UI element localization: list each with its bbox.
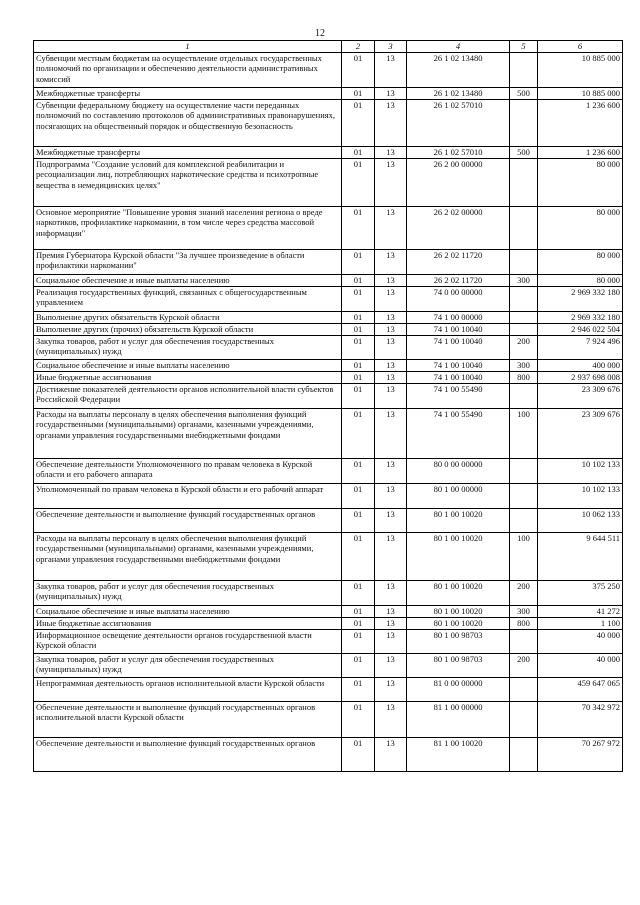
expense-type-code — [510, 52, 538, 87]
target-article-code: 74 1 00 55490 — [407, 408, 510, 458]
target-article-code: 26 1 02 57010 — [407, 99, 510, 146]
item-name: Межбюджетные трансферты — [34, 87, 342, 99]
item-name: Обеспечение деятельности Уполномоченного по правам человека в Курской области и его рабочего аппарата — [34, 458, 342, 483]
section-code: 01 — [342, 605, 375, 617]
subsection-code: 13 — [375, 408, 407, 458]
item-name: Выполнение других обязательств Курской области — [34, 311, 342, 323]
amount: 80 000 — [538, 249, 623, 274]
subsection-code: 13 — [375, 87, 407, 99]
table-row — [34, 274, 623, 286]
target-article-code: 80 1 00 98703 — [407, 653, 510, 677]
amount: 41 272 — [538, 605, 623, 617]
expense-type-code: 300 — [510, 274, 538, 286]
subsection-code: 13 — [375, 359, 407, 371]
subsection-code: 13 — [375, 274, 407, 286]
subsection-code: 13 — [375, 653, 407, 677]
section-code: 01 — [342, 206, 375, 249]
expense-type-code — [510, 701, 538, 737]
section-code: 01 — [342, 99, 375, 146]
expense-type-code: 200 — [510, 335, 538, 359]
table-row — [34, 206, 623, 249]
expense-type-code — [510, 158, 538, 206]
column-header: 1 — [34, 41, 342, 53]
subsection-code: 13 — [375, 311, 407, 323]
target-article-code: 80 0 00 00000 — [407, 458, 510, 483]
amount: 23 309 676 — [538, 383, 623, 408]
item-name: Обеспечение деятельности и выполнение функций государственных органов исполнительной власти Курской области — [34, 701, 342, 737]
item-name: Межбюджетные трансферты — [34, 146, 342, 158]
section-code: 01 — [342, 677, 375, 701]
item-name: Закупка товаров, работ и услуг для обеспечения государственных (муниципальных) нужд — [34, 335, 342, 359]
expense-type-code — [510, 206, 538, 249]
subsection-code: 13 — [375, 206, 407, 249]
amount: 2 946 022 504 — [538, 323, 623, 335]
table-row — [34, 629, 623, 653]
item-name: Подпрограмма "Создание условий для комплексной реабилитации и ресоциализации лиц, потребляющих наркотические средства и психотропные вещества в немедицинских целях" — [34, 158, 342, 206]
item-name: Иные бюджетные ассигнования — [34, 617, 342, 629]
item-name: Информационное освещение деятельности органов государственной власти Курской области — [34, 629, 342, 653]
amount: 2 969 332 180 — [538, 286, 623, 311]
section-code: 01 — [342, 458, 375, 483]
target-article-code: 26 2 00 00000 — [407, 158, 510, 206]
item-name: Обеспечение деятельности и выполнение функций государственных органов — [34, 508, 342, 532]
amount: 10 102 133 — [538, 458, 623, 483]
subsection-code: 13 — [375, 146, 407, 158]
amount: 80 000 — [538, 158, 623, 206]
target-article-code: 26 1 02 13480 — [407, 87, 510, 99]
column-header: 3 — [375, 41, 407, 53]
table-row — [34, 249, 623, 274]
section-code: 01 — [342, 146, 375, 158]
amount: 80 000 — [538, 206, 623, 249]
target-article-code: 81 1 00 00000 — [407, 701, 510, 737]
budget-table — [33, 40, 623, 772]
target-article-code: 80 1 00 10020 — [407, 580, 510, 605]
table-row — [34, 532, 623, 580]
section-code: 01 — [342, 371, 375, 383]
section-code: 01 — [342, 653, 375, 677]
amount: 375 250 — [538, 580, 623, 605]
amount: 10 885 000 — [538, 87, 623, 99]
table-row — [34, 605, 623, 617]
expense-type-code: 200 — [510, 580, 538, 605]
column-header: 5 — [510, 41, 538, 53]
item-name: Социальное обеспечение и иные выплаты населению — [34, 359, 342, 371]
section-code: 01 — [342, 580, 375, 605]
expense-type-code — [510, 508, 538, 532]
item-name: Социальное обеспечение и иные выплаты населению — [34, 274, 342, 286]
subsection-code: 13 — [375, 605, 407, 617]
target-article-code: 26 1 02 57010 — [407, 146, 510, 158]
target-article-code: 81 0 00 00000 — [407, 677, 510, 701]
expense-type-code — [510, 483, 538, 508]
subsection-code: 13 — [375, 286, 407, 311]
table-row — [34, 737, 623, 771]
item-name: Закупка товаров, работ и услуг для обеспечения государственных (муниципальных) нужд — [34, 580, 342, 605]
amount: 40 000 — [538, 653, 623, 677]
subsection-code: 13 — [375, 249, 407, 274]
amount: 40 000 — [538, 629, 623, 653]
section-code: 01 — [342, 383, 375, 408]
section-code: 01 — [342, 274, 375, 286]
table-row — [34, 408, 623, 458]
section-code: 01 — [342, 286, 375, 311]
amount: 1 236 600 — [538, 146, 623, 158]
table-row — [34, 617, 623, 629]
target-article-code: 26 2 02 11720 — [407, 249, 510, 274]
amount: 10 062 133 — [538, 508, 623, 532]
target-article-code: 74 1 00 00000 — [407, 311, 510, 323]
subsection-code: 13 — [375, 483, 407, 508]
expense-type-code: 100 — [510, 408, 538, 458]
item-name: Субвенции местным бюджетам на осуществление отдельных государственных полномочий по организации и обеспечению деятельности административных комиссий — [34, 52, 342, 87]
target-article-code: 74 1 00 10040 — [407, 335, 510, 359]
table-row — [34, 508, 623, 532]
item-name: Непрограммная деятельность органов исполнительной власти Курской области — [34, 677, 342, 701]
amount: 10 102 133 — [538, 483, 623, 508]
item-name: Обеспечение деятельности и выполнение функций государственных органов — [34, 737, 342, 771]
expense-type-code — [510, 99, 538, 146]
subsection-code: 13 — [375, 617, 407, 629]
section-code: 01 — [342, 617, 375, 629]
amount: 70 342 972 — [538, 701, 623, 737]
amount: 10 885 000 — [538, 52, 623, 87]
table-row — [34, 87, 623, 99]
expense-type-code: 100 — [510, 532, 538, 580]
column-header: 2 — [342, 41, 375, 53]
subsection-code: 13 — [375, 158, 407, 206]
expense-type-code: 300 — [510, 359, 538, 371]
section-code: 01 — [342, 532, 375, 580]
item-name: Расходы на выплаты персоналу в целях обеспечения выполнения функций государственными (муниципальными) органами, казенными учреждениями, органами управления государственными внебюджетными фондами — [34, 408, 342, 458]
section-code: 01 — [342, 483, 375, 508]
table-row — [34, 383, 623, 408]
subsection-code: 13 — [375, 532, 407, 580]
table-row — [34, 359, 623, 371]
expense-type-code: 500 — [510, 87, 538, 99]
item-name: Реализация государственных функций, связанных с общегосударственным управлением — [34, 286, 342, 311]
subsection-code: 13 — [375, 458, 407, 483]
target-article-code: 80 1 00 98703 — [407, 629, 510, 653]
expense-type-code: 300 — [510, 605, 538, 617]
target-article-code: 26 1 02 13480 — [407, 52, 510, 87]
expense-type-code — [510, 629, 538, 653]
amount: 1 236 600 — [538, 99, 623, 146]
subsection-code: 13 — [375, 335, 407, 359]
amount: 2 937 698 008 — [538, 371, 623, 383]
section-code: 01 — [342, 87, 375, 99]
item-name: Субвенции федеральному бюджету на осуществление части переданных полномочий по составлению протоколов об административных правонарушениях, посягающих на общественный порядок и общественную безопасность — [34, 99, 342, 146]
item-name: Основное мероприятие "Повышение уровня знаний населения региона о вреде наркотиков, профилактике наркомании, в том числе через средства массовой информации" — [34, 206, 342, 249]
table-row — [34, 458, 623, 483]
subsection-code: 13 — [375, 508, 407, 532]
subsection-code: 13 — [375, 629, 407, 653]
table-row — [34, 653, 623, 677]
table-row — [34, 286, 623, 311]
amount: 459 647 065 — [538, 677, 623, 701]
target-article-code: 81 1 00 10020 — [407, 737, 510, 771]
subsection-code: 13 — [375, 371, 407, 383]
expense-type-code: 500 — [510, 146, 538, 158]
column-header: 6 — [538, 41, 623, 53]
target-article-code: 74 1 00 55490 — [407, 383, 510, 408]
amount: 400 000 — [538, 359, 623, 371]
item-name: Достижение показателей деятельности органов исполнительной власти субъектов Российской Федерации — [34, 383, 342, 408]
table-row — [34, 371, 623, 383]
column-number-row — [34, 41, 623, 53]
amount: 2 969 332 180 — [538, 311, 623, 323]
expense-type-code: 800 — [510, 617, 538, 629]
subsection-code: 13 — [375, 580, 407, 605]
subsection-code: 13 — [375, 52, 407, 87]
subsection-code: 13 — [375, 737, 407, 771]
section-code: 01 — [342, 737, 375, 771]
table-row — [34, 701, 623, 737]
page-number: 12 — [315, 28, 325, 39]
amount: 80 000 — [538, 274, 623, 286]
section-code: 01 — [342, 249, 375, 274]
expense-type-code — [510, 323, 538, 335]
target-article-code: 80 1 00 00000 — [407, 483, 510, 508]
table-body — [34, 52, 623, 771]
section-code: 01 — [342, 311, 375, 323]
subsection-code: 13 — [375, 323, 407, 335]
section-code: 01 — [342, 335, 375, 359]
amount: 1 100 — [538, 617, 623, 629]
expense-type-code: 800 — [510, 371, 538, 383]
section-code: 01 — [342, 52, 375, 87]
table-row — [34, 52, 623, 87]
table-row — [34, 483, 623, 508]
amount: 23 309 676 — [538, 408, 623, 458]
section-code: 01 — [342, 359, 375, 371]
subsection-code: 13 — [375, 383, 407, 408]
target-article-code: 26 2 02 11720 — [407, 274, 510, 286]
amount: 7 924 496 — [538, 335, 623, 359]
table-row — [34, 335, 623, 359]
expense-type-code — [510, 458, 538, 483]
table-row — [34, 323, 623, 335]
table-row — [34, 677, 623, 701]
item-name: Расходы на выплаты персоналу в целях обеспечения выполнения функций государственными (муниципальными) органами, казенными учреждениями, органами управления государственными внебюджетными фондами — [34, 532, 342, 580]
section-code: 01 — [342, 508, 375, 532]
expense-type-code — [510, 383, 538, 408]
section-code: 01 — [342, 629, 375, 653]
section-code: 01 — [342, 158, 375, 206]
target-article-code: 80 1 00 10020 — [407, 508, 510, 532]
expense-type-code — [510, 677, 538, 701]
subsection-code: 13 — [375, 701, 407, 737]
table-row — [34, 311, 623, 323]
target-article-code: 74 1 00 10040 — [407, 359, 510, 371]
section-code: 01 — [342, 701, 375, 737]
section-code: 01 — [342, 408, 375, 458]
table-row — [34, 99, 623, 146]
item-name: Выполнение других (прочих) обязательств Курской области — [34, 323, 342, 335]
item-name: Социальное обеспечение и иные выплаты населению — [34, 605, 342, 617]
section-code: 01 — [342, 323, 375, 335]
target-article-code: 26 2 02 00000 — [407, 206, 510, 249]
item-name: Уполномоченный по правам человека в Курской области и его рабочий аппарат — [34, 483, 342, 508]
amount: 9 644 511 — [538, 532, 623, 580]
item-name: Премия Губернатора Курской области "За лучшее произведение в области профилактики наркомании" — [34, 249, 342, 274]
table-row — [34, 146, 623, 158]
target-article-code: 74 1 00 10040 — [407, 371, 510, 383]
subsection-code: 13 — [375, 677, 407, 701]
target-article-code: 80 1 00 10020 — [407, 617, 510, 629]
target-article-code: 80 1 00 10020 — [407, 532, 510, 580]
expense-type-code: 200 — [510, 653, 538, 677]
subsection-code: 13 — [375, 99, 407, 146]
table-row — [34, 580, 623, 605]
amount: 70 267 972 — [538, 737, 623, 771]
table-row — [34, 158, 623, 206]
item-name: Иные бюджетные ассигнования — [34, 371, 342, 383]
expense-type-code — [510, 249, 538, 274]
expense-type-code — [510, 286, 538, 311]
expense-type-code — [510, 311, 538, 323]
expense-type-code — [510, 737, 538, 771]
target-article-code: 74 0 00 00000 — [407, 286, 510, 311]
item-name: Закупка товаров, работ и услуг для обеспечения государственных (муниципальных) нужд — [34, 653, 342, 677]
target-article-code: 74 1 00 10040 — [407, 323, 510, 335]
column-header: 4 — [407, 41, 510, 53]
target-article-code: 80 1 00 10020 — [407, 605, 510, 617]
